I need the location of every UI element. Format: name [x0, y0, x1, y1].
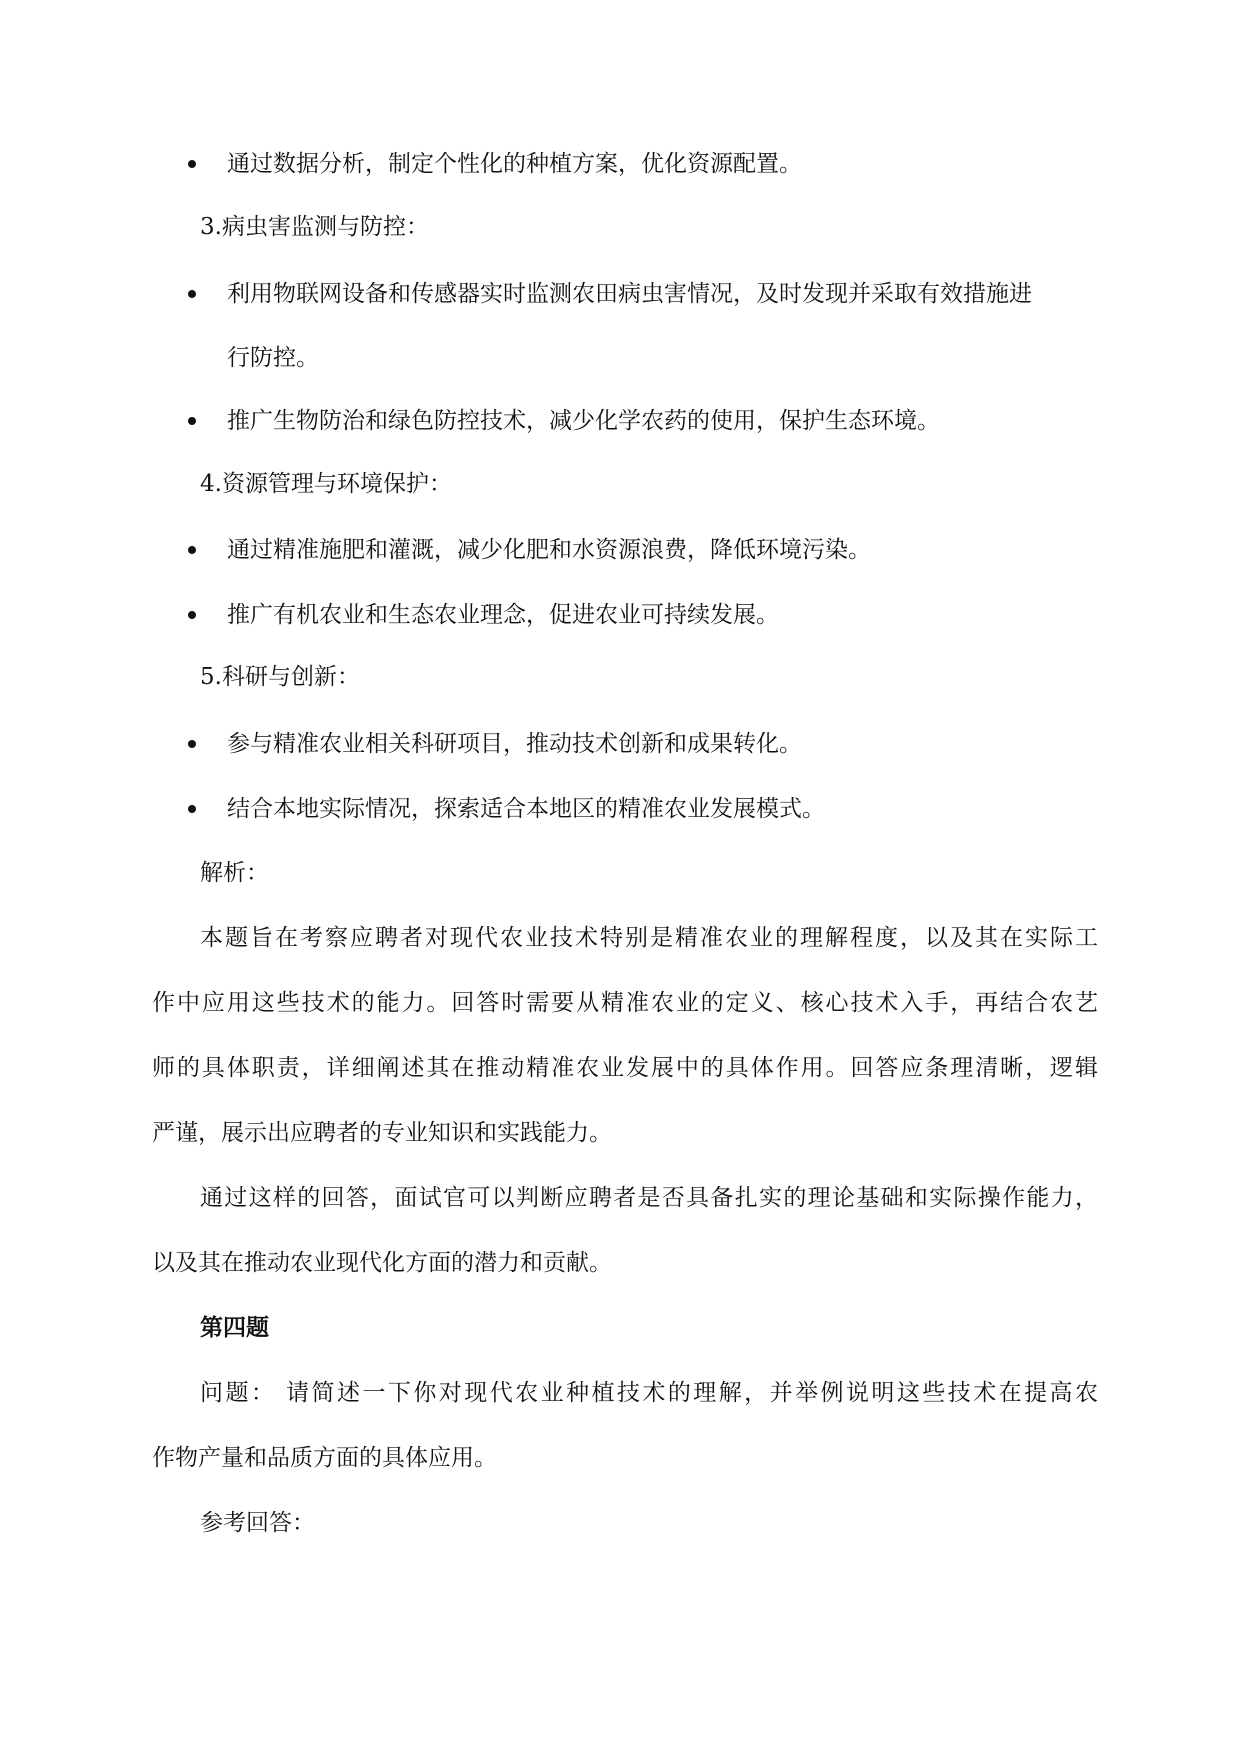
bullet-precise-fertilizing: 通过精准施肥和灌溉，减少化肥和水资源浪费，降低环境污染。 — [227, 537, 871, 563]
analysis-para-line-2: 作中应用这些技术的能力。回答时需要从精准农业的定义、核心技术入手，再结合农艺 — [152, 990, 1098, 1016]
reference-answer-label: 参考回答： — [200, 1510, 315, 1536]
bullet-icon — [188, 290, 196, 298]
section-5-title: 5.科研与创新： — [200, 664, 360, 690]
bullet-bio-control: 推广生物防治和绿色防控技术，减少化学农药的使用，保护生态环境。 — [227, 408, 940, 434]
bullet-organic: 推广有机农业和生态农业理念，促进农业可持续发展。 — [227, 602, 779, 628]
bullet-icon — [188, 740, 196, 748]
analysis-para-line-4: 严谨，展示出应聘者的专业知识和实践能力。 — [152, 1120, 612, 1146]
question-4-line-2: 作物产量和品质方面的具体应用。 — [152, 1445, 497, 1471]
analysis-para-line-1: 本题旨在考察应聘者对现代农业技术特别是精准农业的理解程度，以及其在实际工 — [200, 925, 1098, 951]
question-4-line-1: 问题： 请简述一下你对现代农业种植技术的理解，并举例说明这些技术在提高农 — [200, 1380, 1098, 1406]
conclusion-para-line-1: 通过这样的回答，面试官可以判断应聘者是否具备扎实的理论基础和实际操作能力， — [200, 1185, 1098, 1211]
bullet-local-model: 结合本地实际情况，探索适合本地区的精准农业发展模式。 — [227, 796, 825, 822]
bullet-data-analysis: 通过数据分析，制定个性化的种植方案，优化资源配置。 — [227, 151, 802, 177]
bullet-iot-line-2: 行防控。 — [227, 345, 319, 371]
bullet-icon — [188, 805, 196, 813]
question-4-heading: 第四题 — [200, 1315, 269, 1341]
section-3-title: 3.病虫害监测与防控： — [200, 214, 429, 240]
section-4-title: 4.资源管理与环境保护： — [200, 471, 452, 497]
analysis-para-line-3: 师的具体职责，详细阐述其在推动精准农业发展中的具体作用。回答应条理清晰，逻辑 — [152, 1055, 1098, 1081]
bullet-icon — [188, 546, 196, 554]
bullet-research: 参与精准农业相关科研项目，推动技术创新和成果转化。 — [227, 731, 802, 757]
analysis-label: 解析： — [200, 860, 269, 886]
bullet-icon — [188, 611, 196, 619]
bullet-icon — [188, 160, 196, 168]
bullet-icon — [188, 417, 196, 425]
bullet-iot-line-1: 利用物联网设备和传感器实时监测农田病虫害情况，及时发现并采取有效措施进 — [227, 281, 1032, 307]
conclusion-para-line-2: 以及其在推动农业现代化方面的潜力和贡献。 — [152, 1250, 612, 1276]
